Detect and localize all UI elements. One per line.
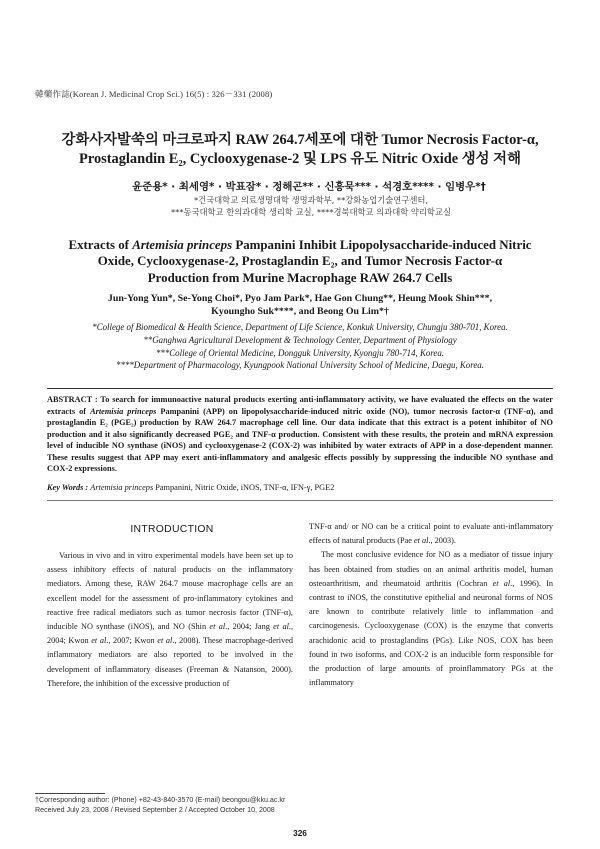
intro-text: ., 2003). xyxy=(428,536,456,546)
et-al: et al xyxy=(414,536,429,546)
et-al: et al xyxy=(492,578,511,588)
korean-title-line1: 강화사자발쑥의 마크로파지 RAW 264.7세포에 대한 Tumor Necrosis Factor-α, xyxy=(61,132,539,148)
corresponding-author-note: †Corresponding author: (Phone) +82-43-840-3570 (E-mail) beongou@kku.ac.kr xyxy=(35,796,286,804)
english-affiliation-line2: **Ganghwa Agricultural Development & Technology Center, Department of Physiology xyxy=(143,334,457,345)
english-authors-line1: Jun-Yong Yun*, Se-Yong Choi*, Pyo Jam Park*, Hae Gon Chung**, Heung Mook Shin***, xyxy=(107,293,493,304)
intro-text: The most conclusive evidence for NO as a mediator of tissue injury has been obtained from studies on an animal arthritis model, human osteoarthritism, and rheumatoid arthritis (Cochran xyxy=(309,550,553,588)
title-line1-rest: Pampanini Inhibit Lipopolysaccharide-induced Nitric xyxy=(232,238,532,252)
intro-text: ., 2007; Kwon xyxy=(106,636,158,646)
keywords-rest: Pampanini, Nitric Oxide, iNOS, TNF-α, IFN-γ, PGE2 xyxy=(153,483,335,492)
footnotes xyxy=(35,796,285,815)
keywords-label: Key Words : xyxy=(47,483,89,492)
english-authors xyxy=(40,292,560,319)
abstract-species: Artemisia princeps xyxy=(90,406,157,416)
english-title-line3: Production from Murine Macrophage RAW 264.7 Cells xyxy=(147,270,453,285)
et-al: et al xyxy=(273,622,289,632)
intro-right-paragraph-2 xyxy=(309,548,553,690)
english-affiliation-line1: *College of Biomedical & Health Science, Department of Life Science, Konkuk University, Chungju 380-701, Korea. xyxy=(92,322,508,332)
intro-text: ., 2008). These macrophage-derived inflammatory mediators are also reported to be involved in the development of inflammatory diseases (Freeman & Natanson, 2000). Therefore, the inhibition of the excessive production of xyxy=(47,636,293,688)
intro-left-paragraph xyxy=(47,549,293,691)
intro-left-column xyxy=(47,549,293,691)
footnote-rule xyxy=(35,793,105,794)
keywords-bottom-rule xyxy=(47,500,553,501)
abstract xyxy=(47,394,553,475)
english-affiliations xyxy=(40,321,560,372)
english-affiliation-line4: ****Department of Pharmacology, Kyungpook National University School of Medicine, Daegu, Korea. xyxy=(116,360,484,371)
et-al: et al xyxy=(91,636,107,646)
abstract-top-rule xyxy=(47,388,553,389)
korean-authors: 윤준용* · 최세영* · 박표잠* · 정해곤** · 신흥묵*** · 석경호**** · 임병우*† xyxy=(132,181,486,193)
english-authors-line2: Kyoungho Suk****, and Beong Ou Lim*† xyxy=(211,306,389,318)
korean-title xyxy=(40,131,560,169)
intro-text: ., 2004; Jang xyxy=(225,622,274,632)
title-prefix: Extracts of xyxy=(68,238,133,252)
abstract-text-a: To search for immunoactive natural products exerting anti-inflammatory activity, we have evaluated the effects on the water extracts of xyxy=(47,395,553,416)
korean-affiliation-line1: *건국대학교 의료생명대학 생명과학부, **강화농업기술연구센터, xyxy=(193,195,429,205)
et-al: et al xyxy=(157,636,173,646)
intro-text: ., 1996). In contrast to iNOS, the constitutive epithelial and neuronal forms of NOS are known to contribute relatively little to inflammation and carcinogenesis. Cyclooxygenase (COX) is the enzyme that converts arachidonic acid to prostaglandins (PGs). Like NOS, COX has been found in two isoforms, and COX-2 is an inducible form responsible for the production of large amounts of proinflammatory PGs at the inflammatory xyxy=(309,578,553,688)
journal-header: 韓藥作誌(Korean J. Medicinal Crop Sci.) 16(5) : 326－331 (2008) xyxy=(35,89,273,99)
keywords-species: Artemisia princeps xyxy=(90,483,154,492)
intro-text: TNF-α and/ or NO can be a critical point to evaluate anti-inflammatory effects of natural products (Pae xyxy=(309,522,553,546)
abstract-label: ABSTRACT : xyxy=(47,395,98,404)
keywords xyxy=(47,483,553,492)
english-title-line2: Oxide, Cyclooxygenase-2, Prostaglandin E₂, and Tumor Necrosis Factor-α xyxy=(97,254,503,269)
page-number: 326 xyxy=(293,828,307,838)
korean-affiliations xyxy=(60,194,562,218)
english-title-line1 xyxy=(30,237,570,253)
abstract-text-b: Pampanini (APP) on lipopolysaccharide-induced nitric oxide (NO), tumor necrosis factor-α (TNF-α), and prostaglandin E₂ (PGE₂) production by RAW 264.7 macrophage cell line. Our data indicate that this extract is a potent inhibitor of NO production and it also significantly decreased PGE₂ and TNF-α production. Consistent with these results, the protein and mRNA expression level of inducible NO synthase (iNOS) and cyclooxygenase-2 (COX-2) was inhibited by water extracts of APP in a dose-dependent manner. These results suggest that APP may exert anti-inflammatory and analgesic effects possibly by suppressing the inducible NO synthase and COX-2 expressions. xyxy=(47,406,554,473)
korean-title-line2: Prostaglandin E₂, Cyclooxygenase-2 및 LPS 유도 Nitric Oxide 생성 저해 xyxy=(79,151,521,167)
et-al: et al xyxy=(209,622,226,632)
english-title xyxy=(30,237,570,286)
intro-text: Various in vivo and in vitro experimental models have been set up to assess inhibitory effects of natural products on the inflammatory mediators. Among these, RAW 264.7 mouse macrophage cells are an excellent model for the assessment of pro-inflammatory cytokines and reactive free radical mediators such as tumor necrosis factor (TNF-α), inducible NO synthase (iNOS), and NO (Shin xyxy=(47,551,293,632)
title-species: Artemisia princeps xyxy=(132,238,233,252)
received-dates-note: Received July 23, 2008 / Revised September 2 / Accepted October 10, 2008 xyxy=(35,805,275,814)
intro-right-paragraph-1 xyxy=(309,520,553,548)
introduction-heading: INTRODUCTION xyxy=(130,524,214,535)
english-affiliation-line3: ***College of Oriental Medicine, Dongguk University, Kyongju 780-714, Korea. xyxy=(155,347,445,358)
intro-text: ., 2004; Kwon xyxy=(47,622,293,646)
korean-affiliation-line2: ***동국대학교 한의과대학 생리학 교실, ****경북대학교 의과대학 약리학교실 xyxy=(171,207,451,217)
intro-right-column xyxy=(309,520,553,690)
